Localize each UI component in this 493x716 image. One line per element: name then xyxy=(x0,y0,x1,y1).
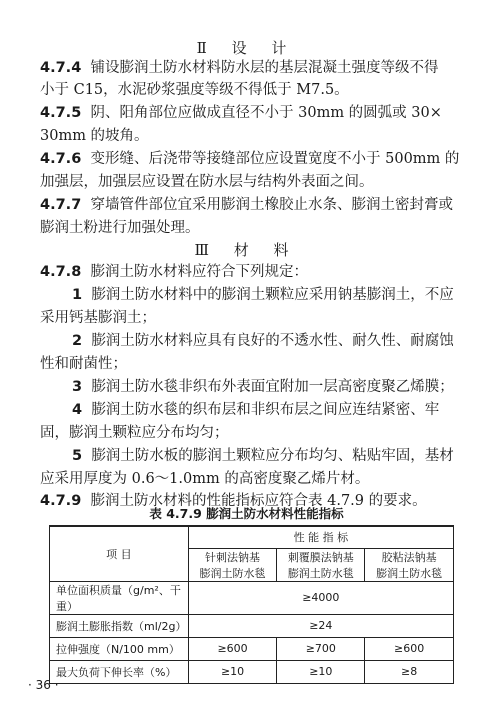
value-cell: ≥10 xyxy=(188,660,277,683)
clause-4-7-5-line2: 30mm 的坡角。 xyxy=(40,128,149,144)
table-row xyxy=(50,660,454,683)
clause-text: 穿墙管件部位宜采用膨润土橡胶止水条、膨润土密封膏或 xyxy=(90,197,454,213)
table-caption: 表 4.7.9 膨润土防水材料性能指标 xyxy=(149,506,344,521)
list-item-4-line1 xyxy=(72,400,439,420)
col3-header-line2: 膨润土防水毯 xyxy=(376,566,443,580)
clause-4-7-7-line2: 膨润土粉进行加强处理。 xyxy=(40,220,200,236)
clause-number: 4.7.8 xyxy=(40,264,82,280)
item-header-cell: 项 目 xyxy=(50,526,189,581)
clause-text: 膨润土防水材料应符合下列规定： xyxy=(90,264,309,280)
value-cell: ≥700 xyxy=(277,637,365,660)
clause-number: 4.7.7 xyxy=(40,197,82,213)
clause-4-7-6-line2: 加强层，加强层应设置在防水层与结构外表面之间。 xyxy=(40,174,374,190)
row-item-cell: 单位面积质量（g/m²、干重） xyxy=(50,581,189,614)
col1-header-line2: 膨润土防水毯 xyxy=(199,566,266,580)
list-item-2-line1 xyxy=(72,331,454,351)
value-cell: ≥8 xyxy=(365,660,454,683)
clause-number: 4.7.9 xyxy=(40,493,82,509)
clause-4-7-5-line1 xyxy=(40,103,442,123)
clause-4-7-4-line2: 小于 C15，水泥砂浆强度等级不得低于 M7.5。 xyxy=(40,82,349,98)
item-text: 膨润土防水材料应具有良好的不透水性、耐久性、耐腐蚀 xyxy=(91,333,454,349)
page-number: · 36 · xyxy=(28,678,59,692)
merged-value-cell: ≥24 xyxy=(188,614,453,637)
section-heading-materials: Ⅲ 材 料 xyxy=(194,241,299,259)
value-cell: ≥10 xyxy=(277,660,365,683)
col1-header-line1: 针刺法钠基 xyxy=(205,550,261,564)
row-item-cell: 最大负荷下伸长率（%） xyxy=(50,660,189,683)
clause-text: 铺设膨润土防水材料防水层的基层混凝土强度等级不得 xyxy=(90,60,439,76)
list-item-1-line1 xyxy=(72,285,454,305)
value-cell: ≥600 xyxy=(188,637,277,660)
performance-table xyxy=(49,525,454,684)
list-item-3 xyxy=(72,377,454,397)
col3-header-line1: 胶粘法钠基 xyxy=(381,550,437,564)
col2-header-cell xyxy=(277,548,365,581)
table-header-row xyxy=(50,526,454,548)
list-item-4-line2: 固，膨润土颗粒应分布均匀； xyxy=(40,425,229,441)
clause-number: 4.7.6 xyxy=(40,151,82,167)
list-item-5-line1 xyxy=(72,446,454,466)
value-cell: ≥600 xyxy=(365,637,454,660)
item-number: 4 xyxy=(72,402,83,418)
table-row xyxy=(50,581,454,614)
list-item-5-line2: 应采用厚度为 0.6～1.0mm 的高密度聚乙烯片材。 xyxy=(40,471,370,487)
row-item-cell: 膨润土膨胀指数（ml/2g） xyxy=(50,614,189,637)
clause-text: 变形缝、后浇带等接缝部位应设置宽度不小于 500mm 的 xyxy=(90,151,460,167)
group-header-cell: 性 能 指 标 xyxy=(188,526,453,548)
clause-4-7-4-line1 xyxy=(40,58,439,78)
clause-number: 4.7.4 xyxy=(40,60,82,76)
col1-header-cell xyxy=(188,548,277,581)
item-number: 2 xyxy=(72,333,83,349)
clause-number: 4.7.5 xyxy=(40,105,82,121)
table-row xyxy=(50,637,454,660)
list-item-2-line2: 性和耐菌性； xyxy=(40,356,127,372)
item-text: 膨润土防水毯非织布外表面宜附加一层高密度聚乙烯膜； xyxy=(91,379,454,395)
clause-4-7-7-line1 xyxy=(40,195,453,215)
merged-value-cell: ≥4000 xyxy=(188,581,453,614)
list-item-1-line2: 采用钙基膨润土； xyxy=(40,310,156,326)
table-row xyxy=(50,614,454,637)
clause-text: 膨润土防水材料的性能指标应符合表 4.7.9 的要求。 xyxy=(90,493,427,509)
clause-4-7-6-line1 xyxy=(40,149,459,169)
clause-text: 阴、阳角部位应做成直径不小于 30mm 的圆弧或 30× xyxy=(90,105,442,121)
col2-header-line1: 刺覆膜法钠基 xyxy=(287,550,354,564)
item-number: 3 xyxy=(72,379,83,395)
item-text: 膨润土防水板的膨润土颗粒应分布均匀、粘贴牢固，基材 xyxy=(91,448,454,464)
clause-4-7-8 xyxy=(40,262,308,282)
section-heading-design: Ⅱ 设 计 xyxy=(196,39,297,57)
item-text: 膨润土防水毯的织布层和非织布层之间应连结紧密、牢 xyxy=(91,402,440,418)
row-item-cell: 拉伸强度（N/100 mm） xyxy=(50,637,189,660)
item-number: 1 xyxy=(72,287,83,303)
item-text: 膨润土防水材料中的膨润土颗粒应采用钠基膨润土，不应 xyxy=(91,287,454,303)
col2-header-line2: 膨润土防水毯 xyxy=(287,566,354,580)
item-number: 5 xyxy=(72,448,83,464)
col3-header-cell xyxy=(365,548,454,581)
